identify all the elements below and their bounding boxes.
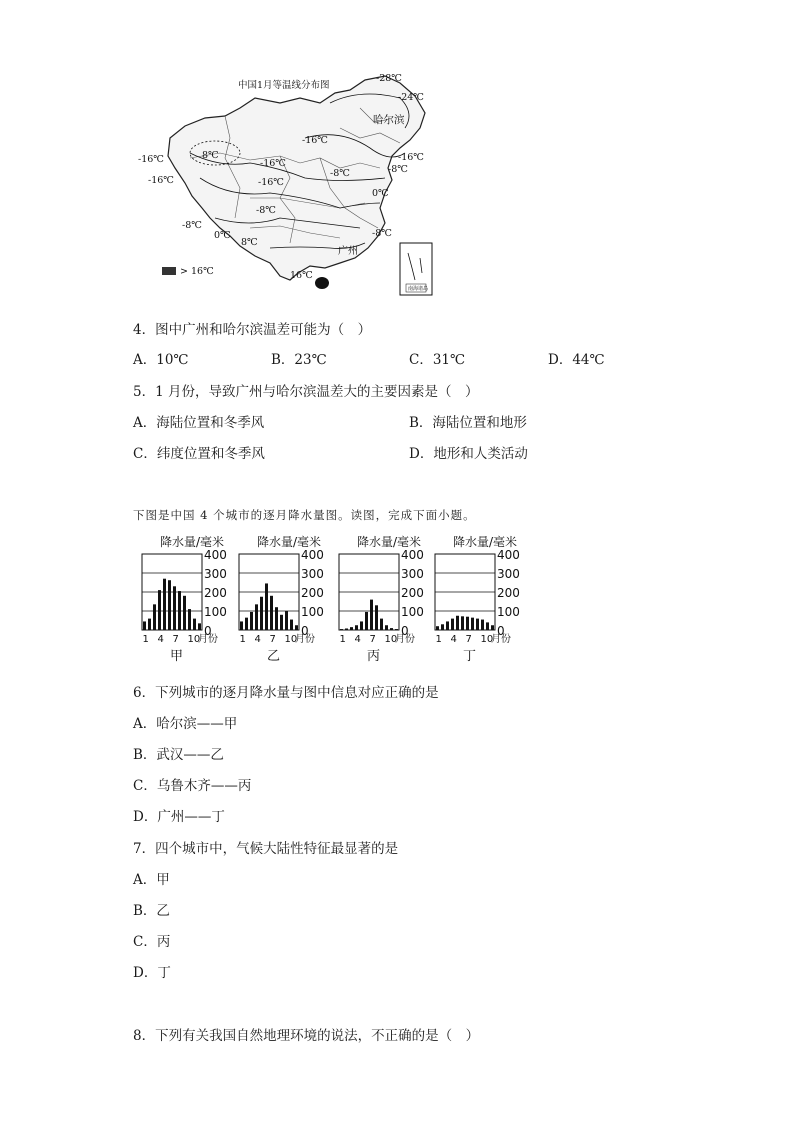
x-tick-label: 10 bbox=[187, 634, 201, 645]
precip-bar bbox=[395, 629, 398, 630]
y-tick-label: 0 bbox=[497, 624, 505, 638]
x-axis-label: 月份 bbox=[395, 634, 415, 645]
q5-option-c[interactable]: C．纬度位置和冬季风 bbox=[133, 446, 265, 462]
precip-bar bbox=[290, 620, 293, 630]
q4-option-a[interactable]: A．10℃ bbox=[133, 352, 189, 368]
q5-stem: 5．1 月份，导致广州与哈尔滨温差大的主要因素是（ ） bbox=[133, 384, 479, 400]
y-axis-label: 降水量/毫米 bbox=[453, 535, 518, 549]
precip-bar bbox=[178, 591, 181, 630]
precip-bar bbox=[153, 604, 156, 630]
precip-bar bbox=[365, 612, 368, 630]
map-label: -8℃ bbox=[388, 164, 408, 175]
precip-bar bbox=[446, 621, 449, 630]
precip-bar bbox=[436, 626, 439, 630]
x-tick-label: 10 bbox=[384, 634, 398, 645]
y-tick-label: 400 bbox=[401, 548, 424, 562]
y-tick-label: 400 bbox=[301, 548, 324, 562]
chart-title: 丙 bbox=[367, 649, 381, 664]
precip-bar bbox=[255, 604, 258, 630]
precip-bar bbox=[198, 623, 201, 630]
q5-option-d[interactable]: D．地形和人类活动 bbox=[409, 446, 528, 462]
y-tick-label: 300 bbox=[497, 567, 520, 581]
x-tick-label: 7 bbox=[172, 634, 179, 645]
precip-bar bbox=[270, 596, 273, 630]
precip-bar bbox=[350, 627, 353, 630]
precip-bar bbox=[260, 597, 263, 630]
y-tick-label: 200 bbox=[401, 586, 424, 600]
precip-bar bbox=[380, 619, 383, 630]
x-axis-label: 月份 bbox=[491, 634, 511, 645]
x-tick-label: 1 bbox=[239, 634, 246, 645]
map-label: -28℃ bbox=[376, 73, 402, 84]
precip-chart bbox=[142, 534, 227, 664]
x-axis-label: 月份 bbox=[198, 634, 218, 645]
precip-bar bbox=[188, 609, 191, 630]
isotherm-map-svg bbox=[130, 68, 442, 296]
inset-label: 南海诸岛 bbox=[408, 286, 429, 292]
y-tick-label: 200 bbox=[497, 586, 520, 600]
x-tick-label: 1 bbox=[339, 634, 346, 645]
map-label: -8℃ bbox=[330, 168, 350, 179]
legend-text: > 16℃ bbox=[180, 266, 214, 277]
q4-option-b[interactable]: B．23℃ bbox=[271, 352, 327, 368]
map-label: -16℃ bbox=[260, 158, 286, 169]
y-tick-label: 100 bbox=[301, 605, 324, 619]
x-tick-label: 4 bbox=[157, 634, 164, 645]
precip-bar bbox=[168, 580, 171, 630]
precip-bar bbox=[148, 619, 151, 630]
map-label-guangzhou: 广州 bbox=[338, 246, 358, 257]
y-tick-label: 0 bbox=[301, 624, 309, 638]
x-tick-label: 1 bbox=[142, 634, 149, 645]
y-axis-label: 降水量/毫米 bbox=[357, 535, 422, 549]
map-label: -8℃ bbox=[372, 228, 392, 239]
map-label: 0℃ bbox=[214, 230, 231, 241]
precip-bar bbox=[360, 621, 363, 630]
y-tick-label: 200 bbox=[301, 586, 324, 600]
precip-bar bbox=[385, 625, 388, 630]
q7-option-a[interactable]: A．甲 bbox=[133, 872, 170, 888]
y-tick-label: 400 bbox=[497, 548, 520, 562]
precip-bar bbox=[476, 619, 479, 630]
map-title: 中国1月等温线分布图 bbox=[238, 80, 330, 91]
precip-bar bbox=[173, 586, 176, 630]
precipitation-charts bbox=[132, 530, 532, 670]
precip-bar bbox=[390, 628, 393, 630]
precip-bar bbox=[456, 616, 459, 630]
precip-bar bbox=[285, 611, 288, 630]
precip-bar bbox=[245, 618, 248, 630]
map-label: -16℃ bbox=[398, 152, 424, 163]
q4-option-d[interactable]: D．44℃ bbox=[548, 352, 605, 368]
q5-option-b[interactable]: B．海陆位置和地形 bbox=[409, 415, 527, 431]
map-label: -16℃ bbox=[258, 177, 284, 188]
y-tick-label: 100 bbox=[204, 605, 227, 619]
precip-bar bbox=[471, 618, 474, 630]
precip-bar bbox=[265, 583, 268, 630]
precip-bar bbox=[143, 621, 146, 630]
y-tick-label: 100 bbox=[401, 605, 424, 619]
q4-option-c[interactable]: C．31℃ bbox=[409, 352, 466, 368]
x-tick-label: 1 bbox=[435, 634, 442, 645]
map-label: -16℃ bbox=[148, 175, 174, 186]
map-label: -16℃ bbox=[138, 154, 164, 165]
x-tick-label: 10 bbox=[284, 634, 298, 645]
x-tick-label: 4 bbox=[354, 634, 361, 645]
x-tick-label: 10 bbox=[480, 634, 494, 645]
q6-stem: 6．下列城市的逐月降水量与图中信息对应正确的是 bbox=[133, 685, 439, 701]
q5-option-a[interactable]: A．海陆位置和冬季风 bbox=[133, 415, 265, 431]
map-label: 16℃ bbox=[290, 270, 313, 281]
precip-chart bbox=[339, 534, 424, 664]
y-tick-label: 300 bbox=[301, 567, 324, 581]
precip-bar bbox=[466, 617, 469, 630]
map-label: -24℃ bbox=[398, 92, 424, 103]
y-tick-label: 0 bbox=[401, 624, 409, 638]
y-tick-label: 200 bbox=[204, 586, 227, 600]
legend-swatch bbox=[162, 267, 176, 275]
y-axis-label: 降水量/毫米 bbox=[160, 535, 225, 549]
y-tick-label: 400 bbox=[204, 548, 227, 562]
precip-bar bbox=[240, 621, 243, 630]
q8-stem: 8．下列有关我国自然地理环境的说法，不正确的是（ ） bbox=[133, 1028, 480, 1044]
x-tick-label: 7 bbox=[465, 634, 472, 645]
precip-bar bbox=[461, 616, 464, 630]
q7-stem: 7．四个城市中，气候大陆性特征最显著的是 bbox=[133, 841, 399, 857]
precip-bar bbox=[295, 625, 298, 630]
precip-chart bbox=[435, 534, 520, 664]
precip-bar bbox=[250, 612, 253, 630]
precip-bar bbox=[158, 590, 161, 630]
precip-bar bbox=[451, 619, 454, 630]
chart-title: 甲 bbox=[170, 649, 184, 664]
precip-bar bbox=[486, 622, 489, 630]
precip-chart bbox=[239, 534, 324, 664]
map-label: 8℃ bbox=[202, 150, 219, 161]
map-label: -16℃ bbox=[302, 135, 328, 146]
china-isotherm-map bbox=[130, 68, 442, 296]
q7-option-b[interactable]: B．乙 bbox=[133, 903, 170, 919]
q6-option-a[interactable]: A．哈尔滨——甲 bbox=[133, 716, 238, 732]
y-axis-label: 降水量/毫米 bbox=[257, 535, 322, 549]
map-label: -8℃ bbox=[256, 205, 276, 216]
precip-bar bbox=[491, 625, 494, 630]
chart-intro: 下图是中国 4 个城市的逐月降水量图。读图，完成下面小题。 bbox=[133, 508, 476, 522]
hainan-island bbox=[315, 277, 329, 289]
precip-bar bbox=[280, 615, 283, 630]
precip-bar bbox=[481, 620, 484, 630]
precip-bar bbox=[340, 629, 343, 630]
china-outline bbox=[168, 76, 425, 280]
precip-bar bbox=[163, 579, 166, 630]
x-tick-label: 7 bbox=[269, 634, 276, 645]
map-label: 8℃ bbox=[241, 237, 258, 248]
precip-bar bbox=[275, 607, 278, 630]
y-tick-label: 300 bbox=[204, 567, 227, 581]
y-tick-label: 0 bbox=[204, 624, 212, 638]
precip-bar bbox=[370, 600, 373, 630]
map-label: 0℃ bbox=[372, 188, 389, 199]
precip-bar bbox=[375, 605, 378, 630]
q6-option-b[interactable]: B．武汉——乙 bbox=[133, 747, 224, 763]
precip-bar bbox=[355, 625, 358, 630]
q4-stem: 4．图中广州和哈尔滨温差可能为（ ） bbox=[133, 322, 372, 338]
map-label: -8℃ bbox=[182, 220, 202, 231]
precip-bar bbox=[193, 619, 196, 630]
chart-title: 乙 bbox=[267, 649, 281, 664]
x-axis-label: 月份 bbox=[295, 634, 315, 645]
x-tick-label: 4 bbox=[450, 634, 457, 645]
precip-bar bbox=[183, 596, 186, 630]
map-label-harbin: 哈尔滨 bbox=[373, 114, 405, 126]
q6-option-d[interactable]: D．广州——丁 bbox=[133, 809, 225, 825]
precip-bar bbox=[441, 624, 444, 630]
y-tick-label: 100 bbox=[497, 605, 520, 619]
q7-option-c[interactable]: C．丙 bbox=[133, 934, 171, 950]
y-tick-label: 300 bbox=[401, 567, 424, 581]
x-tick-label: 4 bbox=[254, 634, 261, 645]
x-tick-label: 7 bbox=[369, 634, 376, 645]
precip-bar bbox=[345, 628, 348, 630]
q7-option-d[interactable]: D．丁 bbox=[133, 965, 171, 981]
chart-title: 丁 bbox=[463, 649, 477, 664]
q6-option-c[interactable]: C．乌鲁木齐——丙 bbox=[133, 778, 252, 794]
